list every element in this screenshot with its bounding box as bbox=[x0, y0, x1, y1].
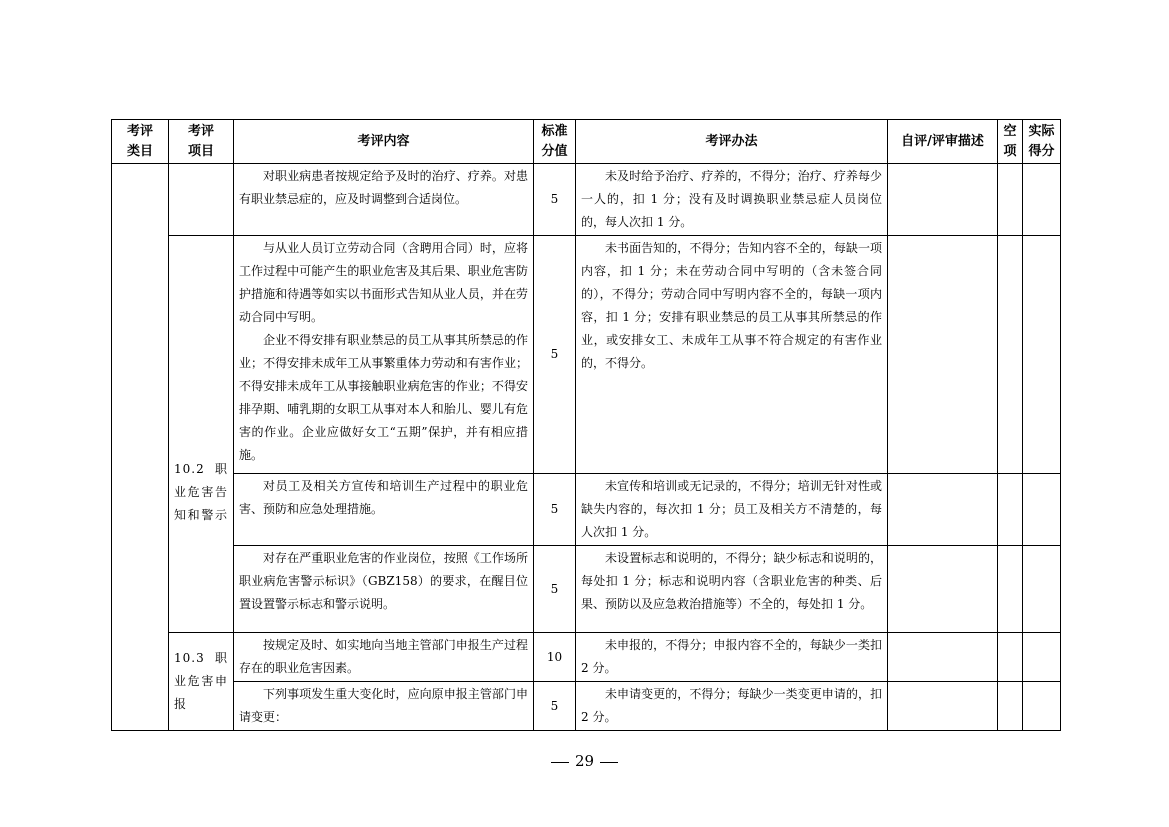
method-cell: 未宣传和培训或无记录的，不得分；培训无针对性或缺失内容的，每次扣 1 分；员工及相关方不清楚的，每人次扣 1 分。 bbox=[576, 474, 888, 546]
self-eval-cell bbox=[888, 546, 998, 633]
score-cell: 5 bbox=[534, 164, 576, 236]
actual-score-cell bbox=[1023, 474, 1061, 546]
actual-score-cell bbox=[1023, 164, 1061, 236]
table-row bbox=[112, 164, 1061, 236]
table-row bbox=[112, 682, 1061, 731]
actual-score-cell bbox=[1023, 546, 1061, 633]
content-paragraph: 与从业人员订立劳动合同（含聘用合同）时，应将工作过程中可能产生的职业危害及其后果、职业危害防护措施和待遇等如实以书面形式告知从业人员，并在劳动合同中写明。 bbox=[239, 241, 528, 324]
dash-left bbox=[551, 762, 569, 763]
method-cell: 未设置标志和说明的，不得分；缺少标志和说明的，每处扣 1 分；标志和说明内容（含职业危害的种类、后果、预防以及应急救治措施等）不全的，每处扣 1 分。 bbox=[576, 546, 888, 633]
header-category: 考评类目 bbox=[112, 120, 169, 164]
self-eval-cell bbox=[888, 682, 998, 731]
content-cell: 对存在严重职业危害的作业岗位，按照《工作场所职业病危害警示标识》（GBZ158）的要求，在醒目位置设置警示标志和警示说明。 bbox=[234, 546, 534, 633]
method-cell: 未及时给予治疗、疗养的，不得分；治疗、疗养每少一人的，扣 1 分；没有及时调换职业禁忌症人员岗位的，每人次扣 1 分。 bbox=[576, 164, 888, 236]
empty-item-cell bbox=[998, 164, 1023, 236]
score-cell: 5 bbox=[534, 682, 576, 731]
self-eval-cell bbox=[888, 236, 998, 474]
table-row bbox=[112, 546, 1061, 633]
self-eval-cell bbox=[888, 633, 998, 682]
header-content: 考评内容 bbox=[234, 120, 534, 164]
item-cell-empty bbox=[169, 164, 234, 236]
score-cell: 5 bbox=[534, 546, 576, 633]
content-cell: 下列事项发生重大变化时，应向原申报主管部门申请变更： bbox=[234, 682, 534, 731]
evaluation-table bbox=[111, 119, 1061, 731]
header-actual-score: 实际得分 bbox=[1023, 120, 1061, 164]
empty-item-cell bbox=[998, 633, 1023, 682]
page-number bbox=[0, 752, 1169, 770]
page-number-text: 29 bbox=[574, 752, 595, 770]
empty-item-cell bbox=[998, 682, 1023, 731]
score-cell: 5 bbox=[534, 236, 576, 474]
score-cell: 10 bbox=[534, 633, 576, 682]
content-cell: 对员工及相关方宣传和培训生产过程中的职业危害、预防和应急处理措施。 bbox=[234, 474, 534, 546]
table-row bbox=[112, 474, 1061, 546]
content-cell bbox=[234, 236, 534, 474]
header-self-eval: 自评/评审描述 bbox=[888, 120, 998, 164]
actual-score-cell bbox=[1023, 633, 1061, 682]
header-score: 标准分值 bbox=[534, 120, 576, 164]
empty-item-cell bbox=[998, 474, 1023, 546]
method-cell: 未申请变更的，不得分；每缺少一类变更申请的，扣 2 分。 bbox=[576, 682, 888, 731]
score-cell: 5 bbox=[534, 474, 576, 546]
self-eval-cell bbox=[888, 164, 998, 236]
empty-item-cell bbox=[998, 236, 1023, 474]
item-10-3-cell: 10.3 职业危害申报 bbox=[169, 633, 234, 731]
method-cell: 未申报的，不得分；申报内容不全的，每缺少一类扣 2 分。 bbox=[576, 633, 888, 682]
dash-right bbox=[600, 762, 618, 763]
content-cell: 对职业病患者按规定给予及时的治疗、疗养。对患有职业禁忌症的，应及时调整到合适岗位。 bbox=[234, 164, 534, 236]
header-method: 考评办法 bbox=[576, 120, 888, 164]
header-empty-item: 空项 bbox=[998, 120, 1023, 164]
header-item: 考评项目 bbox=[169, 120, 234, 164]
method-cell: 未书面告知的，不得分；告知内容不全的，每缺一项内容，扣 1 分；未在劳动合同中写明的（含未签合同的），不得分；劳动合同中写明内容不全的，每缺一项内容，扣 1 分；安排有职业禁忌的员工从事其所禁忌的作业，或安排女工、未成年工从事不符合规定的有害作业的，不得分。 bbox=[576, 236, 888, 474]
table-header-row bbox=[112, 120, 1061, 164]
category-cell bbox=[112, 164, 169, 731]
self-eval-cell bbox=[888, 474, 998, 546]
empty-item-cell bbox=[998, 546, 1023, 633]
actual-score-cell bbox=[1023, 236, 1061, 474]
table-row bbox=[112, 633, 1061, 682]
item-10-2-cell: 10.2 职业危害告知和警示 bbox=[169, 236, 234, 633]
content-cell: 按规定及时、如实地向当地主管部门申报生产过程存在的职业危害因素。 bbox=[234, 633, 534, 682]
content-paragraph: 企业不得安排有职业禁忌的员工从事其所禁忌的作业；不得安排未成年工从事繁重体力劳动和有害作业；不得安排未成年工从事接触职业病危害的作业；不得安排孕期、哺乳期的女职工从事对本人和胎儿、婴儿有危害的作业。企业应做好女工“五期”保护，并有相应措施。 bbox=[239, 333, 528, 462]
actual-score-cell bbox=[1023, 682, 1061, 731]
table-row bbox=[112, 236, 1061, 474]
